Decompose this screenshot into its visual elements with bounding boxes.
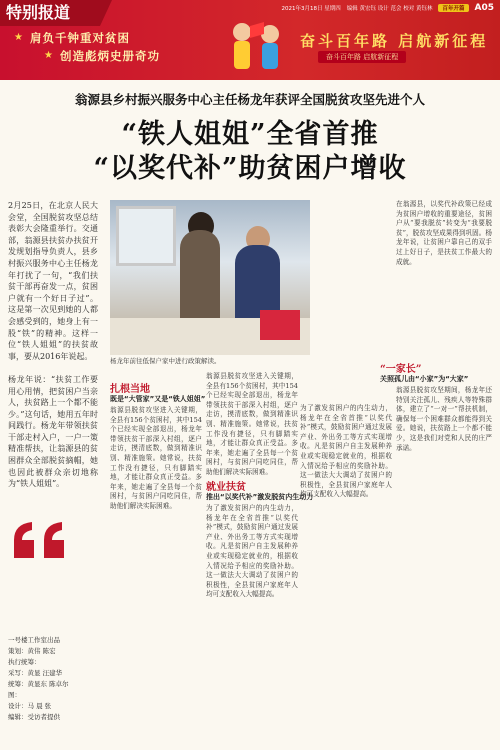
credit-line: 一号楼工作室出品 bbox=[8, 636, 60, 644]
credit-line: 编辑：受访者提供 bbox=[8, 713, 60, 721]
section-2-body: 为了激发贫困户的内生动力，杨龙年在全省首推“以奖代补”模式，鼓励贫困户通过发展产业、外出务工等方式实现增收。凡是贫困户自主发展种养业或实现稳定就业的，根据收入情况给予相应的奖励补助。这一做法大大调动了贫困户的积极性，全县贫困户家庭年人均可支配收入大幅提高。 bbox=[206, 504, 298, 599]
section-badge: 特别报道 bbox=[0, 0, 100, 26]
lead-paragraph: 2月25日，在北京人民大会堂，全国脱贫攻坚总结表彰大会隆重举行。交通部，翁源县扶贫办扶贫开发规划指导负责人，县乡村振兴服务中心主任杨龙年打扰了一句，“我们扶贫干部再奋发一点，贫困户就有一个好日子过”。这是第一次见到她的人都会感受到的，她身上有一股“铁”的精神。这样一位“铁人姐姐”的扶贫故事，要从2016年说起。 bbox=[8, 201, 98, 361]
children-illustration bbox=[222, 14, 292, 78]
sidebar-paragraph: 杨龙年说：“扶贫工作要用心用情，把贫困户当亲人，扶贫路上一个都不能少。”这句话，她用五年时间践行。杨龙年带领扶贫干部走村入户，一户一策精准帮扶，让翁源县的贫困群众全部脱贫摘帽，她也因此被群众亲切地称为“铁人姐姐”。 bbox=[8, 374, 98, 489]
section-1-body-cont: 翁源县脱贫攻坚进入关键期，全县有156个贫困村，其中154个已经实现全部退出，杨龙年带领扶贫干部深入村组，逐户走访，摸清底数，做到精准识别、精准施策。她常说，扶贫工作没有捷径，只有脚踏实地，才能让群众真正受益。多年来，她走遍了全县每一个贫困村，与贫困户同吃同住，帮助他们解决实际困难。 bbox=[206, 372, 298, 476]
article-photo bbox=[110, 200, 310, 355]
page-header bbox=[0, 0, 500, 80]
credit-line: 图： bbox=[8, 691, 21, 699]
credit-line: 设计：马 晨 张 bbox=[8, 702, 52, 710]
sidebar-lead-text bbox=[8, 200, 98, 490]
banner-title: 奋斗百年路 启航新征程 bbox=[300, 32, 489, 50]
credit-line: 统筹：黄显东 陈卓尔 bbox=[8, 680, 69, 688]
credit-line: 策划：黄伟 陈宏 bbox=[8, 647, 56, 655]
section-2-subtitle: 推出“以奖代补”激发脱贫内生动力 bbox=[206, 493, 314, 501]
header-topline bbox=[281, 3, 494, 13]
editor-info: 编辑 黄宏钰 设计 范会 校对 黄钰林 bbox=[346, 6, 433, 12]
photo-caption: 杨龙年前往低保户家中进行政策解读。 bbox=[110, 357, 221, 365]
slogan-line-1: 肩负千钟重对贫困 bbox=[30, 31, 130, 45]
article-headline-1: “铁人姐姐”全省首推 bbox=[121, 119, 379, 150]
section-1-body: 翁源县脱贫攻坚进入关键期，全县有156个贫困村，其中154个已经实现全部退出，杨龙年带领扶贫干部深入村组，逐户走访，摸清底数，做到精准识别、精准施策。她常说，扶贫工作没有捷径，只有脚踏实地，才能让群众真正受益。多年来，她走遍了全县每一个贫困村，与贫困户同吃同住，帮助他们解决实际困难。 bbox=[110, 406, 202, 510]
banner-subtitle: 奋斗百年路 启航新征程 bbox=[318, 51, 406, 63]
publish-date: 2021年3月18日 星期四 bbox=[281, 6, 341, 12]
star-icon: ★ bbox=[14, 32, 23, 43]
slogan-line-2: 创造彪炳史册奇功 bbox=[60, 49, 160, 63]
page-number: A05 bbox=[474, 3, 494, 13]
photo-window bbox=[116, 206, 176, 266]
article-kicker: 翁源县乡村振兴服务中心主任杨龙年获评全国脱贫攻坚先进个人 bbox=[74, 92, 425, 107]
section-1-title: 扎根当地 bbox=[110, 384, 150, 395]
section-2-title: 就业扶贫 bbox=[206, 482, 246, 493]
right-body-2: 翁源县脱贫攻坚期间，杨龙年还特别关注孤儿、残疾人等特殊群体，建立了“一对一”帮扶机制，确保每一个困难群众都能得到关爱。她说，扶贫路上一个都不能少，这是我们对党和人民的庄严承诺。 bbox=[396, 386, 492, 452]
right-body-1: 在翁源县，以奖代补政策已经成为贫困户增收的重要途径，贫困户从“要我脱贫”转变为“我要脱贫”，脱贫攻坚成果得到巩固。杨龙年说，让贫困户靠自己的双手过上好日子，是扶贫工作最大的成就。 bbox=[396, 200, 492, 266]
section-3-subtitle: 关照孤儿由“小家”为“大家” bbox=[380, 375, 469, 383]
section-3-title: “一家长” bbox=[380, 364, 422, 375]
section-2-body-cont: 为了激发贫困户的内生动力，杨龙年在全省首推“以奖代补”模式，鼓励贫困户通过发展产业、外出务工等方式实现增收。凡是贫困户自主发展种养业或实现稳定就业的，根据收入情况给予相应的奖励补助。这一做法大大调动了贫困户的积极性，全县贫困户家庭年人均可支配收入大幅提高。 bbox=[300, 404, 392, 499]
topline-tag: 百年开篇 bbox=[438, 4, 468, 12]
star-icon: ★ bbox=[44, 50, 53, 61]
credit-line: 执行统筹： bbox=[8, 658, 41, 666]
photo-certificate bbox=[260, 310, 300, 340]
article-headline-2: “以奖代补”助贫困户增收 bbox=[93, 153, 407, 184]
credits-block bbox=[8, 635, 98, 723]
quote-icon bbox=[12, 520, 72, 560]
section-1-subtitle: 既是“大管家”又是“铁人姐姐” bbox=[110, 395, 206, 403]
credit-line: 采写：黄显 汪建华 bbox=[8, 669, 63, 677]
